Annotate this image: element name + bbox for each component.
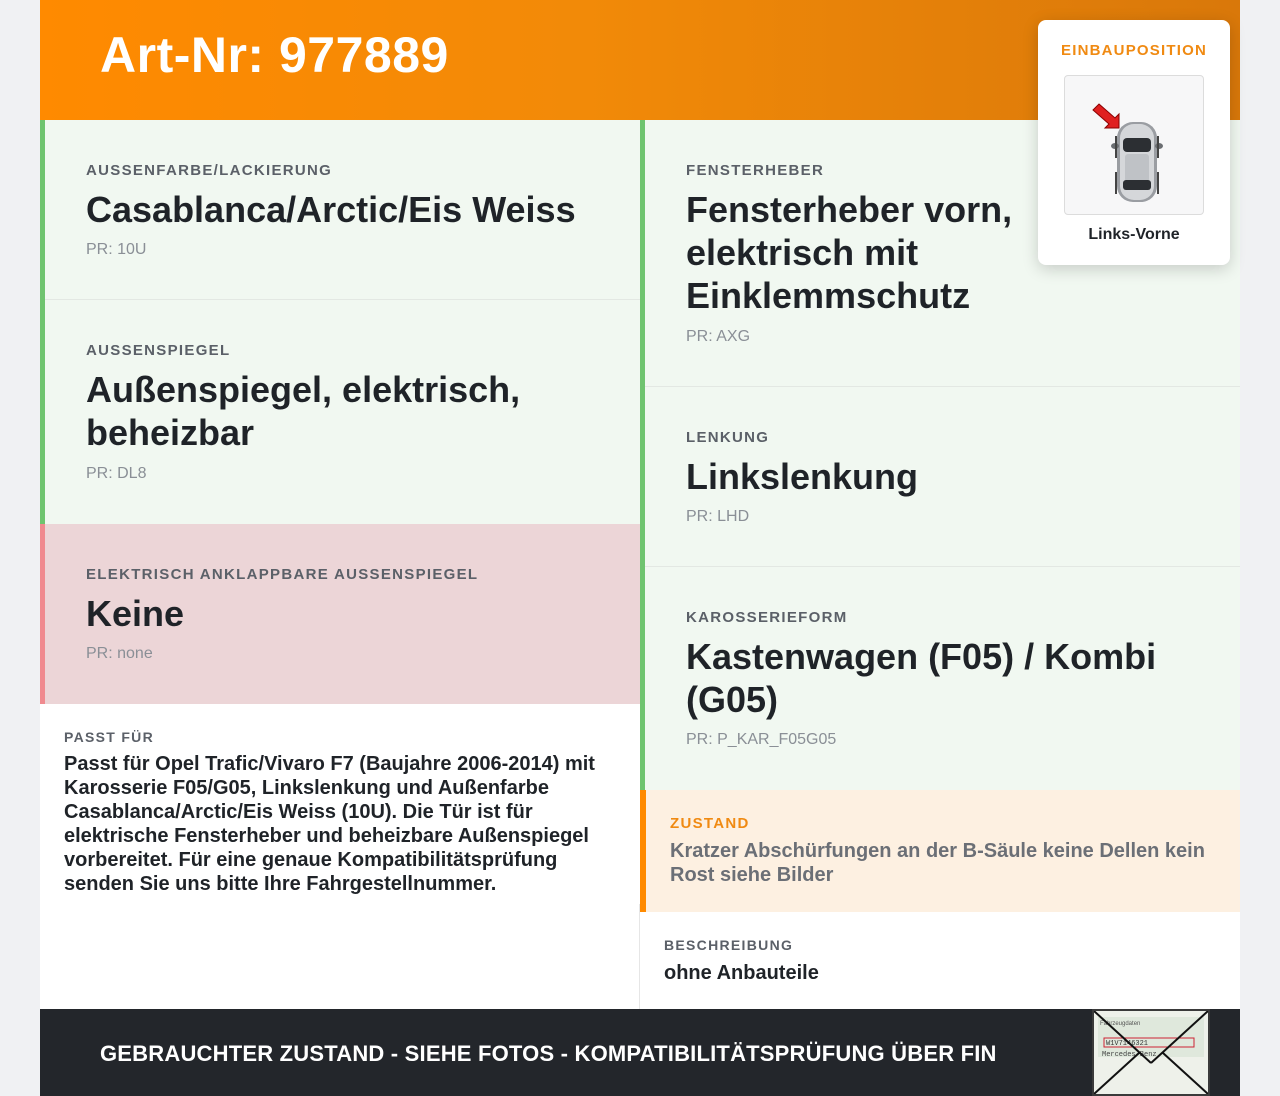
feature-value: Kastenwagen (F05) / Kombi (G05) [686, 636, 1157, 720]
feature-value: Außenspiegel, elektrisch, beheizbar [86, 369, 521, 453]
car-position-image [1064, 75, 1204, 215]
condition-box [640, 790, 1240, 912]
fits-description: Passt für Opel Trafic/Vivaro F7 (Baujahre 2006-2014) mit Karosserie F05/G05, Linkslenkung und Außenfarbe Casablanca/Arctic/Eis Weiss (10U). Die Tür ist für elektrische Fensterheber und beheizbare Außenspiegel vorbereitet. Für eine genaue Kompatibilitätsprüfung senden Sie uns bitte Ihre Fahrgestellnummer. [64, 753, 595, 895]
feature-value: Casablanca/Arctic/Eis Weiss [86, 189, 576, 230]
feature-pr-code: PR: P_KAR_F05G05 [686, 731, 837, 748]
footer-notice: GEBRAUCHTER ZUSTAND - SIEHE FOTOS - KOMPATIBILITÄTSPRÜFUNG ÜBER FIN [100, 1041, 997, 1066]
vehicle-doc-thumbnail[interactable] [1092, 1009, 1210, 1096]
feature-pr-code: PR: AXG [686, 328, 751, 345]
feature-category: AUSSENFARBE/LACKIERUNG [86, 162, 333, 179]
feature-value: Fensterheber vorn, elektrisch mit Einklemmschutz [686, 189, 1013, 316]
article-number-title: Art-Nr: 977889 [100, 27, 449, 83]
feature-category: LENKUNG [686, 429, 770, 446]
feature-cell-body-style [640, 567, 1240, 790]
mounting-position-title: EINBAUPOSITION [1061, 42, 1207, 59]
feature-category: ELEKTRISCH ANKLAPPBARE AUSSENSPIEGEL [86, 566, 479, 583]
feature-category: KAROSSERIEFORM [686, 609, 848, 626]
feature-pr-code: PR: 10U [86, 241, 147, 258]
condition-text: Kratzer Abschürfungen an der B-Säule keine Dellen kein Rost siehe Bilder [670, 840, 1205, 886]
feature-pr-code: PR: none [86, 645, 153, 662]
feature-cell-paint [40, 120, 640, 300]
svg-text:Fahrzeugdaten: Fahrzeugdaten [1100, 1021, 1141, 1027]
feature-value: Keine [86, 593, 185, 634]
column-divider [639, 904, 640, 1009]
feature-cell-folding-mirror [40, 524, 640, 704]
svg-text:W1V7146321: W1V7146321 [1106, 1040, 1149, 1048]
footer-bar [40, 1009, 1240, 1096]
feature-cell-steering [640, 387, 1240, 567]
mounting-position-card [1038, 20, 1230, 265]
feature-category: FENSTERHEBER [686, 162, 825, 179]
feature-value: Linkslenkung [686, 456, 919, 497]
document-photo-icon [1094, 1011, 1208, 1094]
feature-pr-code: PR: LHD [686, 508, 750, 525]
feature-pr-code: PR: DL8 [86, 465, 147, 482]
fits-label: PASST FÜR [64, 729, 154, 745]
description-text: ohne Anbauteile [664, 962, 819, 984]
description-label: BESCHREIBUNG [664, 937, 794, 953]
mounting-position-label: Links-Vorne [1088, 226, 1180, 243]
position-arrow-icon [1065, 76, 1205, 216]
feature-category: AUSSENSPIEGEL [86, 342, 231, 359]
feature-cell-mirror [40, 300, 640, 524]
part-sheet [40, 0, 1240, 1096]
svg-text:Mercedes-Benz: Mercedes-Benz [1102, 1051, 1157, 1059]
condition-label: ZUSTAND [670, 815, 750, 832]
